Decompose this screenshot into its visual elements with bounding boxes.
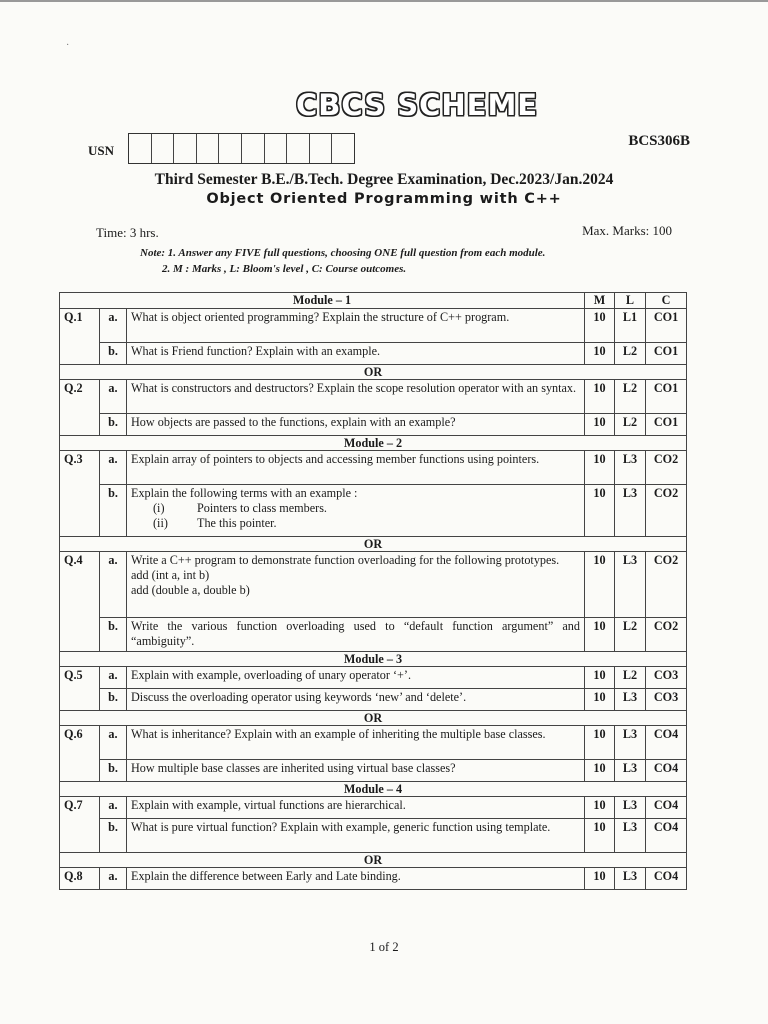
- marks-cell: 10: [585, 689, 615, 711]
- question-part: b.: [100, 414, 127, 436]
- question-text: What is Friend function? Explain with an example.: [127, 343, 585, 365]
- question-stem: Write a C++ program to demonstrate function overloading for the following prototypes.: [131, 553, 560, 567]
- question-part: a.: [100, 451, 127, 485]
- marks-cell: 10: [585, 868, 615, 890]
- level-cell: L3: [615, 485, 646, 537]
- table-row: [60, 797, 687, 819]
- outcome-cell: CO4: [646, 819, 687, 853]
- question-text: What is object oriented programming? Explain the structure of C++ program.: [127, 309, 585, 343]
- time-label: Time: 3 hrs.: [96, 225, 159, 240]
- question-number: Q.6: [60, 726, 100, 782]
- outcome-cell: CO1: [646, 309, 687, 343]
- or-row: [60, 711, 687, 726]
- question-text: Explain with example, virtual functions are hierarchical.: [127, 797, 585, 819]
- question-part: a.: [100, 797, 127, 819]
- level-cell: L3: [615, 797, 646, 819]
- sub-item-number: (ii): [153, 516, 168, 530]
- table-row: [60, 343, 687, 365]
- or-label: OR: [60, 711, 687, 726]
- or-row: [60, 853, 687, 868]
- marks-cell: 10: [585, 797, 615, 819]
- col-l-header: L: [615, 293, 646, 309]
- question-text: What is pure virtual function? Explain with example, generic function using template.: [127, 819, 585, 853]
- marks-cell: 10: [585, 414, 615, 436]
- outcome-cell: CO4: [646, 797, 687, 819]
- question-part: a.: [100, 552, 127, 618]
- usn-box: [242, 134, 265, 163]
- exam-title: Third Semester B.E./B.Tech. Degree Examination, Dec.2023/Jan.2024: [154, 171, 614, 188]
- level-cell: L2: [615, 618, 646, 652]
- module-heading: Module – 4: [60, 782, 687, 797]
- marks-cell: 10: [585, 309, 615, 343]
- question-part: b.: [100, 343, 127, 365]
- usn-box: [219, 134, 242, 163]
- question-text: What is constructors and destructors? Explain the scope resolution operator with an syntax.: [127, 380, 585, 414]
- question-number: Q.7: [60, 797, 100, 853]
- or-label: OR: [60, 853, 687, 868]
- outcome-cell: CO3: [646, 667, 687, 689]
- marks-cell: 10: [585, 618, 615, 652]
- marks-cell: 10: [585, 343, 615, 365]
- question-number: Q.2: [60, 380, 100, 436]
- outcome-cell: CO2: [646, 451, 687, 485]
- scheme-title: CBCS SCHEME: [296, 88, 539, 122]
- table-row: [60, 689, 687, 711]
- prototype-line: add (double a, double b): [131, 583, 250, 597]
- module-row: [60, 652, 687, 667]
- question-text: Explain the difference between Early and Late binding.: [127, 868, 585, 890]
- or-label: OR: [60, 365, 687, 380]
- outcome-cell: CO2: [646, 618, 687, 652]
- sub-item-number: (i): [153, 501, 165, 515]
- table-header-row: [60, 293, 687, 309]
- usn-box: [152, 134, 175, 163]
- question-table: [59, 292, 687, 890]
- sub-item: [131, 501, 580, 516]
- usn-box: [129, 134, 152, 163]
- col-c-header: C: [646, 293, 687, 309]
- table-row: [60, 309, 687, 343]
- question-text: What is inheritance? Explain with an example of inheriting the multiple base classes.: [127, 726, 585, 760]
- question-number: Q.4: [60, 552, 100, 652]
- question-part: b.: [100, 819, 127, 853]
- max-marks-label: Max. Marks: 100: [582, 223, 672, 238]
- page-number: 1 of 2: [369, 940, 399, 954]
- marks-cell: 10: [585, 667, 615, 689]
- module-row: [60, 436, 687, 451]
- marks-cell: 10: [585, 760, 615, 782]
- usn-box: [265, 134, 288, 163]
- question-stem: Explain the following terms with an example :: [131, 486, 358, 500]
- outcome-cell: CO3: [646, 689, 687, 711]
- table-row: [60, 451, 687, 485]
- question-part: a.: [100, 309, 127, 343]
- question-part: a.: [100, 380, 127, 414]
- table-row: [60, 868, 687, 890]
- marks-cell: 10: [585, 485, 615, 537]
- module-heading: Module – 1: [60, 293, 585, 309]
- usn-box: [197, 134, 220, 163]
- question-number: Q.8: [60, 868, 100, 890]
- level-cell: L3: [615, 726, 646, 760]
- usn-box: [332, 134, 354, 163]
- or-label: OR: [60, 537, 687, 552]
- table-row: [60, 485, 687, 537]
- level-cell: L3: [615, 868, 646, 890]
- module-row: [60, 782, 687, 797]
- module-heading: Module – 3: [60, 652, 687, 667]
- marks-cell: 10: [585, 451, 615, 485]
- outcome-cell: CO2: [646, 552, 687, 618]
- table-row: [60, 380, 687, 414]
- prototype-line: add (int a, int b): [131, 568, 210, 582]
- course-title: Object Oriented Programming with C++: [206, 191, 562, 207]
- question-text: How multiple base classes are inherited using virtual base classes?: [127, 760, 585, 782]
- level-cell: L2: [615, 380, 646, 414]
- usn-label: USN: [88, 143, 115, 158]
- marks-cell: 10: [585, 552, 615, 618]
- usn-box: [310, 134, 333, 163]
- question-text: Discuss the overloading operator using keywords ‘new’ and ‘delete’.: [127, 689, 585, 711]
- question-part: a.: [100, 726, 127, 760]
- usn-box: [174, 134, 197, 163]
- level-cell: L2: [615, 414, 646, 436]
- sub-item: [131, 516, 580, 531]
- marks-cell: 10: [585, 380, 615, 414]
- sub-item-text: The this pointer.: [197, 516, 277, 530]
- table-row: [60, 726, 687, 760]
- question-number: Q.3: [60, 451, 100, 537]
- subject-code: BCS306B: [628, 133, 690, 149]
- marks-cell: 10: [585, 819, 615, 853]
- scan-mark: ·: [66, 40, 70, 51]
- level-cell: L2: [615, 343, 646, 365]
- usn-box: [287, 134, 310, 163]
- level-cell: L1: [615, 309, 646, 343]
- question-number: Q.1: [60, 309, 100, 365]
- table-row: [60, 618, 687, 652]
- question-part: b.: [100, 760, 127, 782]
- level-cell: L3: [615, 689, 646, 711]
- question-number: Q.5: [60, 667, 100, 711]
- top-edge-line: [0, 0, 768, 2]
- note-line-1: Note: 1. Answer any FIVE full questions, choosing ONE full question from each module.: [140, 247, 546, 259]
- question-text: Explain with example, overloading of unary operator ‘+’.: [127, 667, 585, 689]
- outcome-cell: CO1: [646, 343, 687, 365]
- question-text: Explain array of pointers to objects and accessing member functions using pointers.: [127, 451, 585, 485]
- col-m-header: M: [585, 293, 615, 309]
- outcome-cell: CO1: [646, 414, 687, 436]
- marks-cell: 10: [585, 726, 615, 760]
- table-row: [60, 819, 687, 853]
- level-cell: L2: [615, 667, 646, 689]
- level-cell: L3: [615, 819, 646, 853]
- or-row: [60, 537, 687, 552]
- table-row: [60, 552, 687, 618]
- question-part: a.: [100, 868, 127, 890]
- table-row: [60, 414, 687, 436]
- question-text: How objects are passed to the functions, explain with an example?: [127, 414, 585, 436]
- outcome-cell: CO1: [646, 380, 687, 414]
- table-row: [60, 667, 687, 689]
- question-part: b.: [100, 689, 127, 711]
- question-text: [127, 552, 585, 618]
- level-cell: L3: [615, 760, 646, 782]
- usn-boxes: [128, 133, 355, 164]
- question-text: [127, 485, 585, 537]
- outcome-cell: CO4: [646, 726, 687, 760]
- outcome-cell: CO4: [646, 760, 687, 782]
- outcome-cell: CO2: [646, 485, 687, 537]
- question-part: a.: [100, 667, 127, 689]
- or-row: [60, 365, 687, 380]
- note-line-2: 2. M : Marks , L: Bloom's level , C: Course outcomes.: [162, 263, 407, 275]
- question-part: b.: [100, 485, 127, 537]
- level-cell: L3: [615, 451, 646, 485]
- outcome-cell: CO4: [646, 868, 687, 890]
- table-row: [60, 760, 687, 782]
- module-heading: Module – 2: [60, 436, 687, 451]
- sub-item-text: Pointers to class members.: [197, 501, 327, 515]
- question-part: b.: [100, 618, 127, 652]
- level-cell: L3: [615, 552, 646, 618]
- question-text: Write the various function overloading used to “default function argument” and “ambiguity”.: [127, 618, 585, 652]
